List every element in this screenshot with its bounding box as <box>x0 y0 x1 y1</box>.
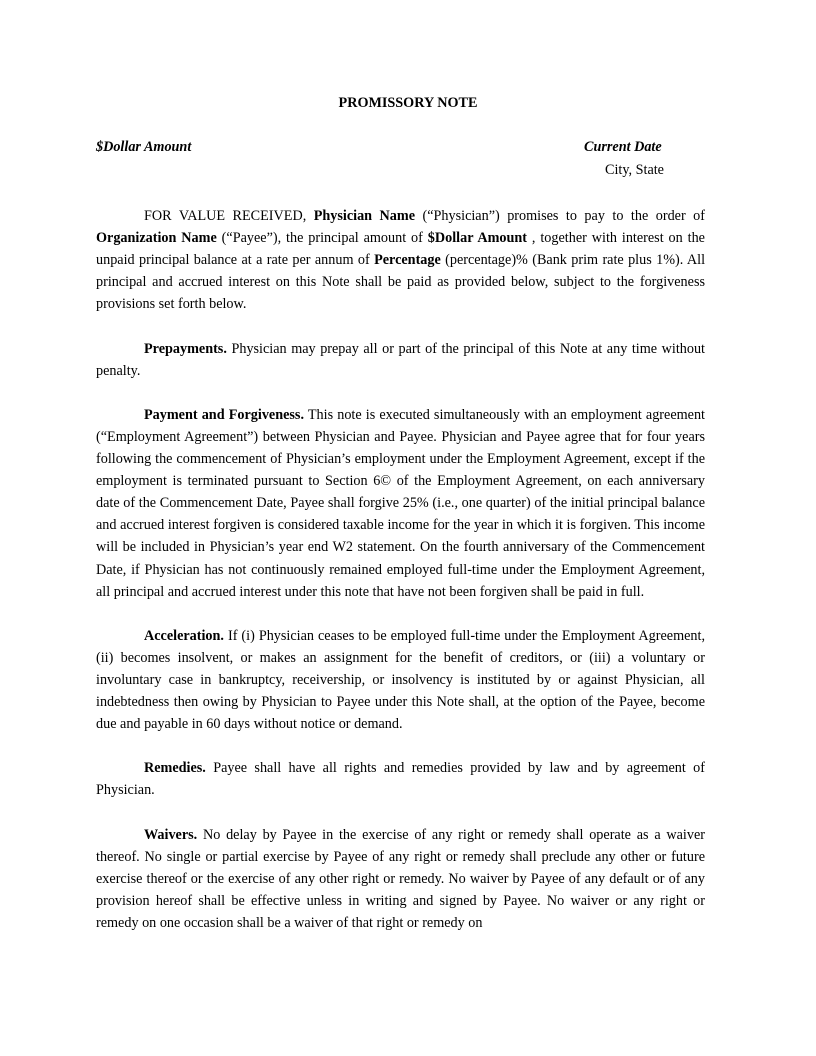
waivers-heading: Waivers. <box>144 826 198 843</box>
remedies-paragraph <box>96 757 705 801</box>
p1-text-5: (percentage)% (Bank prim rate plus 1%). All principal and accrued interest on this Note shall be paid as provided below, subject to the forgiveness provisions set forth below. <box>96 252 706 313</box>
payment-forgiveness-paragraph <box>96 404 705 603</box>
p1-text-2: (“Physician”) promises to pay to the order of <box>415 208 705 224</box>
acceleration-heading: Acceleration. <box>144 627 224 644</box>
organization-name-field: Organization Name <box>96 230 217 247</box>
prepayments-text: Physician may prepay all or part of the principal of this Note at any time without penalty. <box>96 340 705 379</box>
percentage-field: Percentage <box>374 252 441 269</box>
document-title: PROMISSORY NOTE <box>338 95 478 111</box>
waivers-text: No delay by Payee in the exercise of any right or remedy shall operate as a waiver thereof. No single or partial exercise by Payee of any right or remedy shall preclude any other or future exercise thereof or the exercise of any other right or remedy. No waiver by Payee of any default or of any provision hereof shall be effective unless in writing and signed by Payee. No waiver or any right or remedy on one occasion shall be a waiver of that right or remedy on <box>96 826 705 931</box>
document-body <box>96 205 705 956</box>
city-state: City, State <box>605 162 664 178</box>
remedies-text: Payee shall have all rights and remedies provided by law and by agreement of Physician. <box>96 760 705 799</box>
remedies-heading: Remedies. <box>144 760 206 777</box>
prepayments-paragraph <box>96 338 705 382</box>
waivers-paragraph <box>96 824 705 934</box>
acceleration-paragraph <box>96 625 705 735</box>
dollar-amount-header: $Dollar Amount <box>96 139 192 155</box>
payment-forgiveness-heading: Payment and Forgiveness. <box>144 406 304 423</box>
p1-text-3: (“Payee”), the principal amount of <box>216 230 428 247</box>
payment-forgiveness-text: This note is executed simultaneously with an employment agreement (“Employment Agreement”) between Physician and Payee. Physician and Payee agree that for four years following the commencement of Physician’s employment under the Employment Agreement, except if the employment is terminated pursuant to Section 6© of the Employment Agreement, on each anniversary date of the Commencement Date, Payee shall forgive 25% (i.e., one quarter) of the initial principal balance and accrued interest forgiven is considered taxable income for the year in which it is forgiven. This income will be included in Physician’s year end W2 statement. On the fourth anniversary of the Commencement Date, if Physician has not continuously remained employed full-time under the Employment Agreement, all principal and accrued interest under this note that have not been forgiven shall be paid in full. <box>96 406 705 600</box>
current-date: Current Date <box>584 139 662 155</box>
for-value-received-paragraph <box>96 205 705 315</box>
p1-text-4: , together with interest on the unpaid principal balance at a rate per annum of <box>96 230 705 269</box>
prepayments-heading: Prepayments. <box>144 340 227 357</box>
dollar-amount-field: $Dollar Amount <box>427 230 528 247</box>
p1-text-1: FOR VALUE RECEIVED, <box>144 208 314 224</box>
acceleration-text: If (i) Physician ceases to be employed full-time under the Employment Agreement, (ii) becomes insolvent, or makes an assignment for the benefit of creditors, or (iii) a voluntary or involuntary case in bankruptcy, receivership, or insolvency is instituted by or against Physician, all indebtedness then owing by Physician to Payee under this Note shall, at the option of the Payee, become due and payable in 60 days without notice or demand. <box>96 627 705 733</box>
physician-name-field: Physician Name <box>313 208 416 224</box>
